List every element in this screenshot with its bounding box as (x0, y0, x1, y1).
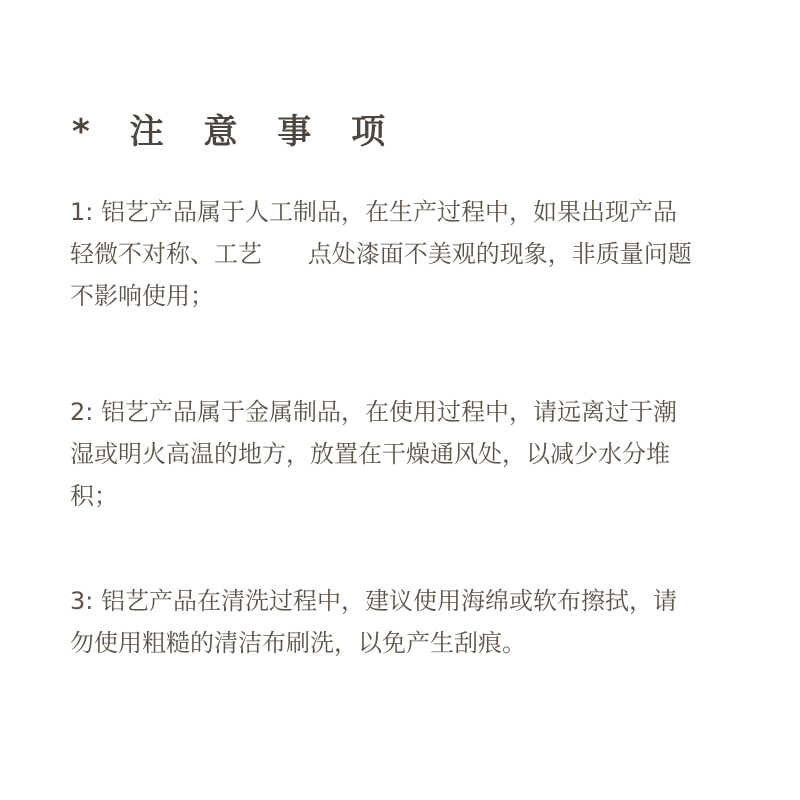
notice-item-2 (70, 391, 740, 517)
notice-3-line-2: 勿使用粗糙的清洁布刷洗，以免产生刮痕。 (70, 629, 526, 657)
notice-3-line-1: 3: 铝艺产品在清洗过程中，建议使用海绵或软布擦拭，请 (70, 587, 677, 615)
notice-item-3 (70, 580, 740, 664)
notice-1-line-2: 轻微不对称、工艺 点处漆面不美观的现象，非质量问题 (70, 240, 692, 268)
notice-1-line-1: 1: 铝艺产品属于人工制品，在生产过程中，如果出现产品 (70, 198, 677, 226)
notice-item-1 (70, 191, 740, 317)
notice-2-line-2: 湿或明火高温的地方，放置在干燥通风处，以减少水分堆 (70, 440, 670, 468)
notice-2-line-3: 积； (70, 482, 118, 510)
page-title: * 注 意 事 项 (72, 112, 400, 152)
notice-1-line-3: 不影响使用； (70, 282, 214, 310)
notice-2-line-1: 2: 铝艺产品属于金属制品，在使用过程中，请远离过于潮 (70, 398, 677, 426)
